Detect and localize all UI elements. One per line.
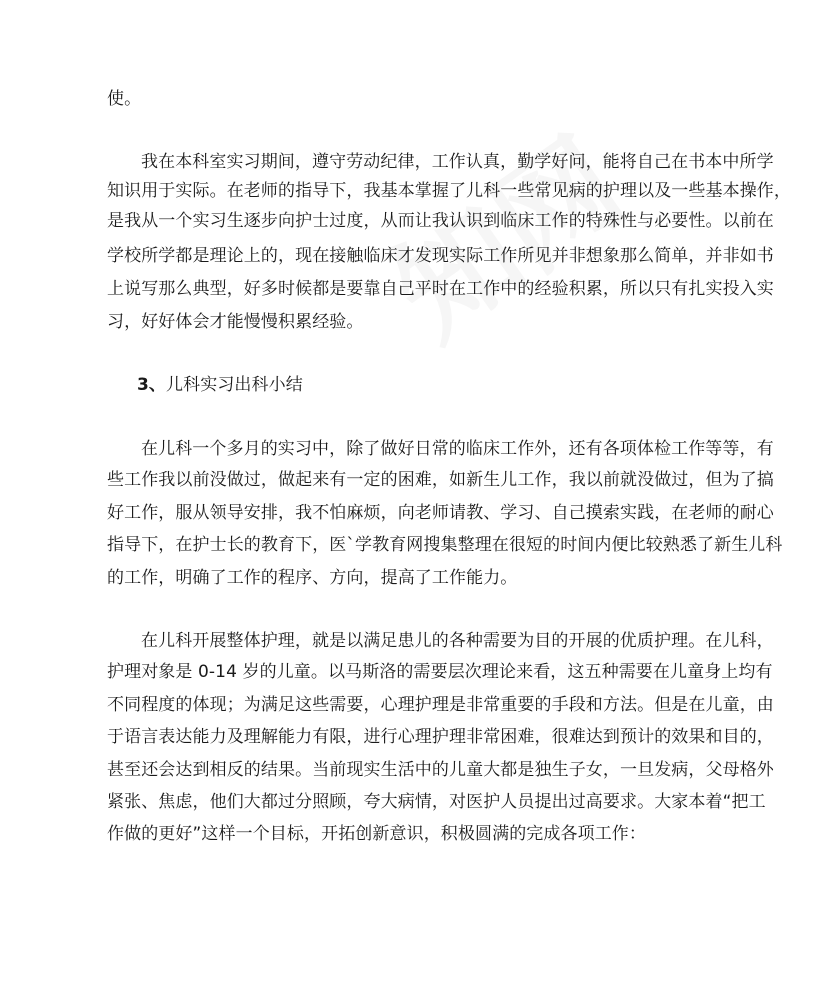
paragraph-line: 在儿科一个多月的实习中，除了做好日常的临床工作外，还有各项体检工作等等，有: [141, 439, 774, 459]
paragraph-line: 习，好好体会才能慢慢积累经验。: [107, 312, 364, 332]
paragraph-line: 我在本科室实习期间，遵守劳动纪律，工作认真，勤学好问，能将自己在书本中所学: [141, 152, 774, 172]
paragraph-line: 紧张、焦虑，他们大都过分照顾，夸大病情，对医护人员提出过高要求。大家本着“把工: [107, 792, 766, 812]
paragraph-line: 上说写那么典型，好多时候都是要靠自己平时在工作中的经验积累，所以只有扎实投入实: [107, 279, 774, 299]
paragraph-line: 护理对象是 0-14 岁的儿童。以马斯洛的需要层次理论来看，这五种需要在儿童身上均有: [107, 662, 773, 682]
paragraph-line: 知识用于实际。在老师的指导下，我基本掌握了儿科一些常见病的护理以及一些基本操作，: [107, 181, 791, 201]
paragraph-line: 学校所学都是理论上的，现在接触临床才发现实际工作所见并非想象那么简单，并非如书: [107, 246, 774, 266]
paragraph-line: 于语言表达能力及理解能力有限，进行心理护理非常困难，很难达到预计的效果和目的，: [107, 727, 774, 747]
section-heading-number: 3、: [137, 375, 167, 395]
paragraph-line: 使。: [107, 89, 142, 109]
paragraph-line: 些工作我以前没做过，做起来有一定的困难，如新生儿工作，我以前就没做过，但为了搞: [107, 470, 774, 490]
paragraph-line: 是我从一个实习生逐步向护士过度，从而让我认识到临床工作的特殊性与必要性。以前在: [107, 211, 774, 231]
paragraph-line: 不同程度的体现；为满足这些需要，心理护理是非常重要的手段和方法。但是在儿童，由: [107, 695, 774, 715]
paragraph-line: 甚至还会达到相反的结果。当前现实生活中的儿童大都是独生子女，一旦发病，父母格外: [107, 760, 774, 780]
paragraph-line: 的工作，明确了工作的程序、方向，提高了工作能力。: [107, 568, 518, 588]
paragraph-line: 好工作，服从领导安排，我不怕麻烦，向老师请教、学习、自己摸索实践，在老师的耐心: [107, 503, 774, 523]
paragraph-line: 指导下，在护士长的教育下，医`学教育网搜集整理在很短的时间内便比较熟悉了新生儿科: [107, 535, 783, 555]
paragraph-line: 在儿科开展整体护理，就是以满足患儿的各种需要为目的开展的优质护理。在儿科，: [141, 631, 774, 651]
section-heading-text: 儿科实习出科小结: [166, 375, 303, 395]
paragraph-line: 作做的更好”这样一个目标，开拓创新意识，积极圆满的完成各项工作：: [107, 824, 647, 844]
section-heading: [137, 374, 303, 396]
